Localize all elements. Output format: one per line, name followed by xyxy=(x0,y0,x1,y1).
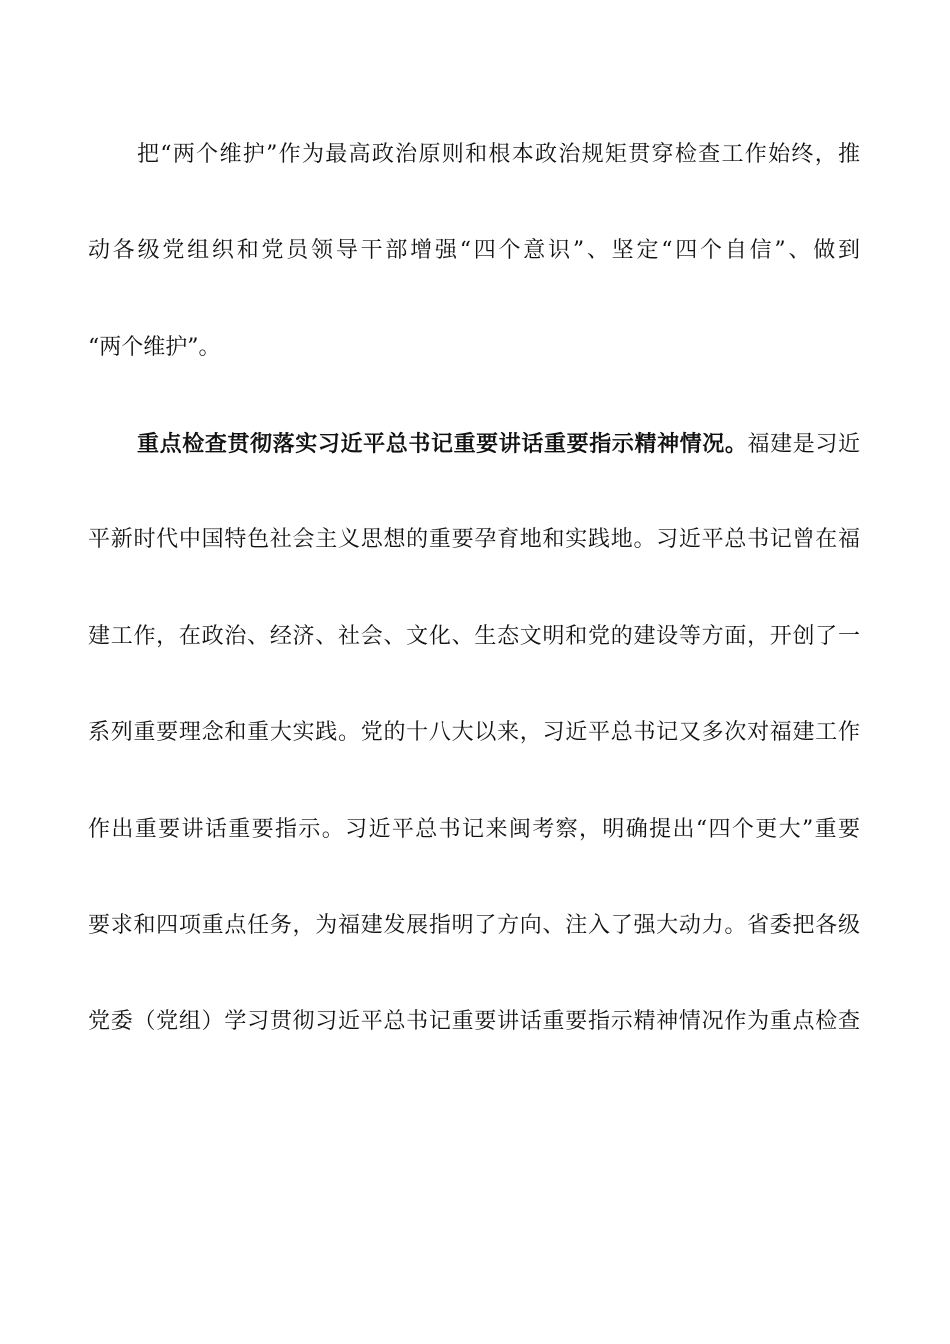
paragraph-1-line-3: “两个维护”。 xyxy=(88,335,221,360)
paragraph-2-line-6: 要求和四项重点任务，为福建发展指明了方向、注入了强大动力。省委把各级 xyxy=(88,913,860,938)
paragraph-2-line-1 xyxy=(137,424,860,464)
paragraph-2-line-4: 系列重要理念和重大实践。党的十八大以来，习近平总书记又多次对福建工作 xyxy=(88,720,860,745)
paragraph-2-line-5: 作出重要讲话重要指示。习近平总书记来闽考察，明确提出“四个更大”重要 xyxy=(88,817,860,842)
paragraph-2-line-3: 建工作，在政治、经济、社会、文化、生态文明和党的建设等方面，开创了一 xyxy=(88,624,860,649)
paragraph-2-heading: 重点检查贯彻落实习近平总书记重要讲话重要指示精神情况。 xyxy=(137,431,748,457)
paragraph-2-line-1-rest: 福建是习近 xyxy=(747,432,860,457)
paragraph-1-line-1: 把“两个维护”作为最高政治原则和根本政治规矩贯穿检查工作始终，推 xyxy=(137,142,860,167)
paragraph-2-line-7: 党委（党组）学习贯彻习近平总书记重要讲话重要指示精神情况作为重点检查 xyxy=(88,1009,860,1034)
paragraph-1-line-2: 动各级党组织和党员领导干部增强“四个意识”、坚定“四个自信”、做到 xyxy=(88,238,860,263)
paragraph-2-line-2: 平新时代中国特色社会主义思想的重要孕育地和实践地。习近平总书记曾在福 xyxy=(88,527,860,552)
